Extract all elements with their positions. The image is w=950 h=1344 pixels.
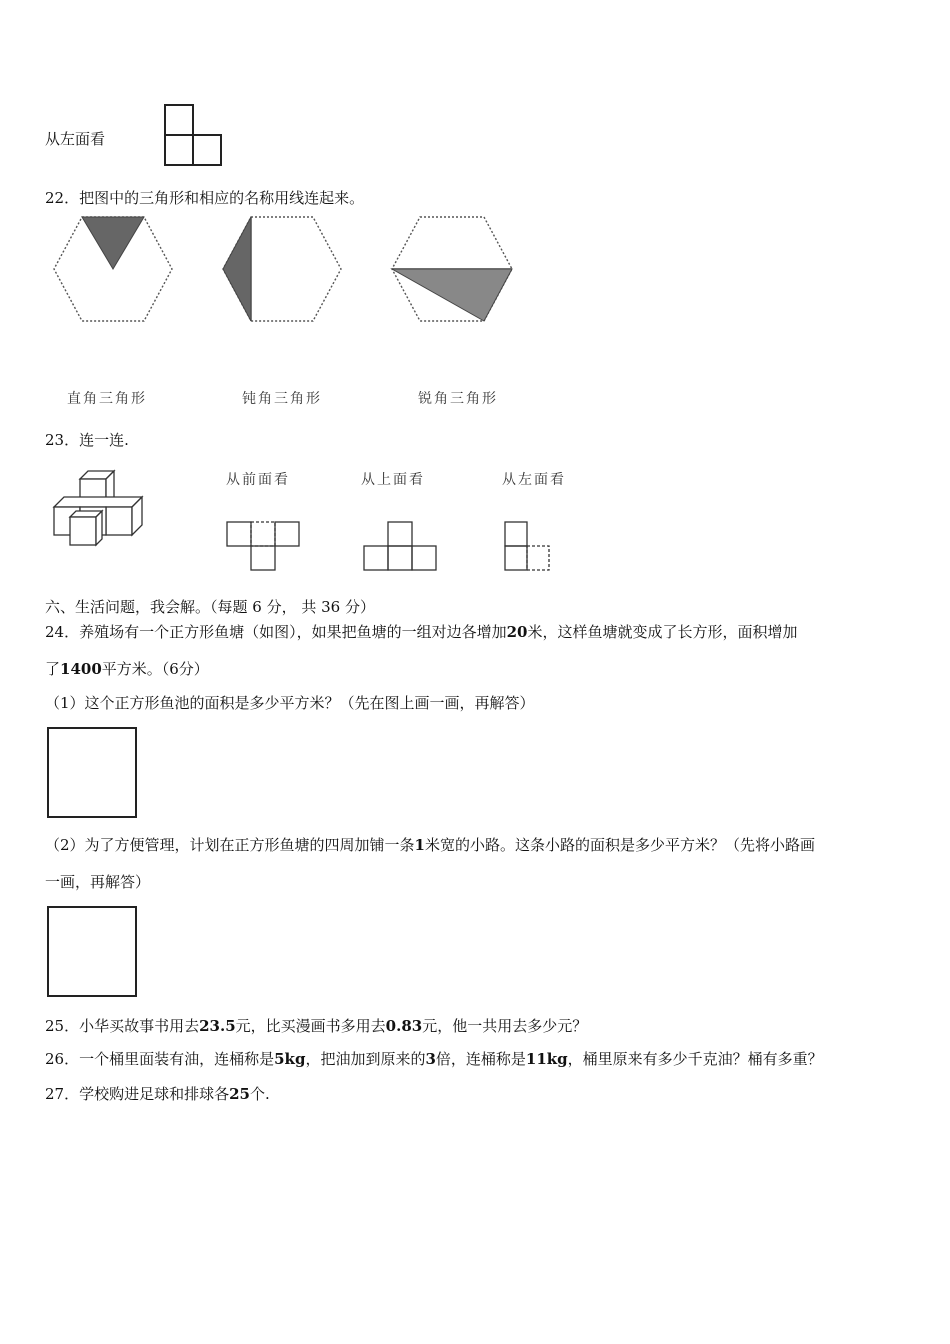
name-acute-triangle: 锐角三角形 bbox=[418, 391, 498, 407]
pond-square-2 bbox=[47, 906, 137, 997]
q24-part2-line2: 一画，再解答） bbox=[45, 873, 151, 891]
q24-n2: 1400 bbox=[60, 660, 102, 678]
hexagon-figure-1 bbox=[52, 215, 174, 325]
q24-part2-text-a: （2）为了方便管理，计划在正方形鱼塘的四周加铺一条 bbox=[45, 836, 415, 854]
q26-n1: 5kg bbox=[274, 1050, 306, 1068]
question-24-line1 bbox=[45, 621, 798, 642]
q23-text: 连一连. bbox=[79, 431, 129, 449]
q22-number: 22． bbox=[45, 189, 80, 207]
question-24-line2 bbox=[45, 658, 209, 679]
name-right-triangle: 直角三角形 bbox=[67, 391, 147, 407]
q24-text-a: 养殖场有一个正方形鱼塘（如图），如果把鱼塘的一组对边各增加 bbox=[79, 623, 507, 641]
q25-n1: 23.5 bbox=[199, 1017, 236, 1035]
q26-text-d: ，桶里原来有多少千克油？桶有多重？ bbox=[567, 1050, 823, 1068]
q25-text-a: 小华买故事书用去 bbox=[79, 1017, 200, 1035]
question-27 bbox=[45, 1083, 270, 1104]
pond-square-1 bbox=[47, 727, 137, 818]
q26-text-b: ，把油加到原来的 bbox=[305, 1050, 426, 1068]
q24-text-d: 平方米。（6分） bbox=[101, 660, 209, 678]
q24-part2-line1 bbox=[45, 834, 815, 855]
q26-number: 26． bbox=[45, 1050, 80, 1068]
left-view-label: 从左面看 bbox=[45, 130, 106, 148]
q23-number: 23． bbox=[45, 431, 80, 449]
q22-text: 把图中的三角形和相应的名称用线连起来。 bbox=[79, 189, 365, 207]
q25-number: 25． bbox=[45, 1017, 80, 1035]
hexagon-figure-3 bbox=[390, 215, 514, 325]
q25-n2: 0.83 bbox=[385, 1017, 423, 1035]
q26-n2: 3 bbox=[425, 1050, 436, 1068]
question-23 bbox=[45, 429, 129, 450]
q27-text-b: 个. bbox=[249, 1085, 270, 1103]
left-view-figure bbox=[163, 103, 225, 167]
q25-text-b: 元，比买漫画书多用去 bbox=[235, 1017, 386, 1035]
hexagon-figure-2 bbox=[221, 215, 343, 325]
name-obtuse-triangle: 钝角三角形 bbox=[242, 391, 322, 407]
q25-text-c: 元，他一共用去多少元？ bbox=[422, 1017, 588, 1035]
question-25 bbox=[45, 1015, 587, 1036]
cube-stack-figure bbox=[48, 467, 153, 549]
q24-number: 24． bbox=[45, 623, 80, 641]
question-22 bbox=[45, 187, 364, 208]
section-6-title: 六、生活问题，我会解。（每题 6 分， 共 36 分） bbox=[45, 598, 375, 616]
question-26 bbox=[45, 1048, 823, 1069]
front-view-figure bbox=[225, 520, 305, 574]
view-label-top: 从上面看 bbox=[361, 472, 425, 488]
view-label-front: 从前面看 bbox=[226, 472, 290, 488]
q27-number: 27． bbox=[45, 1085, 80, 1103]
view-label-left: 从左面看 bbox=[502, 472, 566, 488]
q24-text-c: 了 bbox=[45, 660, 61, 678]
q27-n1: 25 bbox=[229, 1085, 250, 1103]
q27-text-a: 学校购进足球和排球各 bbox=[79, 1085, 230, 1103]
q24-part1: （1）这个正方形鱼池的面积是多少平方米？（先在图上画一画，再解答） bbox=[45, 694, 535, 712]
q26-n3: 11kg bbox=[525, 1050, 568, 1068]
q26-text-a: 一个桶里面装有油，连桶称是 bbox=[79, 1050, 275, 1068]
top-view-figure bbox=[362, 520, 442, 574]
q26-text-c: 倍，连桶称是 bbox=[435, 1050, 526, 1068]
left-view-figure-2 bbox=[503, 520, 557, 574]
q24-part2-text-b: 米宽的小路。这条小路的面积是多少平方米？（先将小路画 bbox=[424, 836, 815, 854]
q24-n1: 20 bbox=[506, 623, 528, 641]
q24-part2-n: 1 bbox=[414, 836, 425, 854]
q24-text-b: 米，这样鱼塘就变成了长方形，面积增加 bbox=[527, 623, 798, 641]
